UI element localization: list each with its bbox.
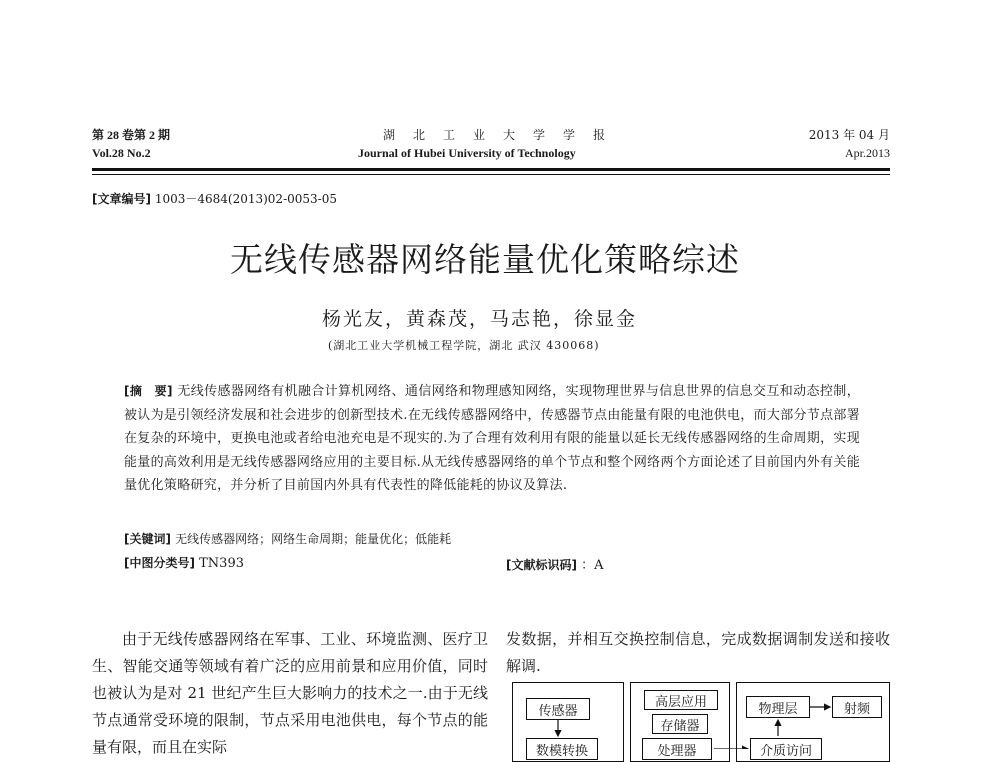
abstract-text: 无线传感器网络有机融合计算机网络、通信网络和物理感知网络，实现物理世界与信息世界的信息交互和动态控制，被认为是引领经济发展和社会进步的创新型技术.在无线传感器网络中，传感器节点由能量有限的电池供电，而大部分节点部署在复杂的环境中，更换电池或者给电池充电是不现实的.为了合理有效利用有限的能量以延长无线传感器网络的生命周期，实现能量的高效利用是无线传感器网络应用的主要目标.从无线传感器网络的单个节点和整个网络两个方面论述了目前国内外有关能量优化策略研究，并分析了目前国内外具有代表性的降低能耗的协议及算法.	[124, 384, 860, 493]
classification-label: [中图分类号]	[124, 556, 195, 570]
article-number-value: 1003－4684(2013)02-0053-05	[154, 192, 337, 206]
body-left-column: 由于无线传感器网络在军事、工业、环境监测、医疗卫生、智能交通等领域有着广泛的应用前景和应用价值，同时也被认为是对 21 世纪产生巨大影响力的技术之一.由于无线节点通常受环境的限制，节点采用电池供电，每个节点的能量有限，而且在实际	[92, 630, 488, 756]
keywords-text: 无线传感器网络；网络生命周期；能量优化；低能耗	[175, 532, 452, 546]
fig-high-app: 高层应用	[644, 690, 718, 710]
fig-rf: 射频	[832, 696, 882, 718]
issue-cn: 第 28 卷第 2 期	[92, 128, 171, 142]
fig-processor: 处理器	[642, 738, 712, 760]
affiliation: (湖北工业大学机械工程学院，湖北 武汉 430068)	[328, 339, 600, 352]
classification-value: TN393	[199, 556, 244, 571]
document-code-value: ：A	[581, 558, 604, 573]
document-code-label: [文献标识码]	[506, 558, 577, 572]
fig-physical-layer: 物理层	[746, 696, 810, 718]
fig-mac: 介质访问	[750, 738, 822, 760]
fig-data-conv: 数模转换	[526, 738, 598, 760]
body-right-column: 发数据，并相互交换控制信息，完成数据调制发送和接收解调.	[506, 630, 890, 675]
abstract-label: [摘 要]	[124, 384, 173, 398]
date-en: Apr.2013	[845, 146, 890, 160]
article-number-label: [文章编号]	[92, 192, 151, 206]
keywords-label: [关键词]	[124, 532, 171, 546]
journal-en: Journal of Hubei University of Technology	[358, 146, 576, 160]
issue-en: Vol.28 No.2	[92, 146, 151, 160]
journal-cn: 湖 北 工 业 大 学 学 报	[383, 128, 609, 142]
fig-sensor: 传感器	[526, 698, 590, 720]
date-cn: 2013 年 04 月	[808, 128, 890, 142]
paper-title: 无线传感器网络能量优化策略综述	[230, 240, 740, 279]
authors: 杨光友，黄森茂，马志艳，徐显金	[322, 308, 638, 330]
fig-storage: 存储器	[652, 714, 708, 734]
